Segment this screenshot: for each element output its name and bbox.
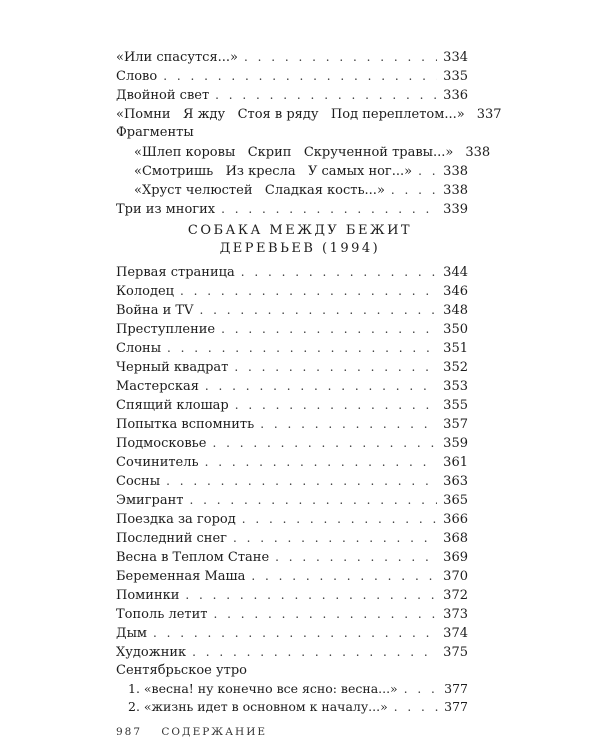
section-title-line2: ДЕРЕВЬЕВ (1994) (219, 241, 381, 256)
entry-page: 375 (437, 644, 468, 662)
leader-dots (213, 605, 437, 623)
leader-dots (192, 643, 437, 661)
entry-title: «Смотришь Из кресла У самых ног...» (134, 163, 418, 181)
toc-entry[interactable] (116, 48, 468, 67)
leader-dots (242, 510, 437, 528)
toc-entry[interactable] (116, 263, 468, 282)
entry-page: 339 (437, 201, 468, 219)
entry-page: 334 (437, 49, 468, 67)
entry-title: Черный квадрат (116, 359, 234, 377)
entry-title: «Шлеп коровы Скрип Скрученной травы...» (134, 144, 459, 162)
entry-page: 357 (437, 416, 468, 434)
toc-entry[interactable] (116, 377, 468, 396)
toc-entry[interactable] (116, 567, 468, 586)
toc-entry[interactable] (116, 453, 468, 472)
leader-dots (215, 86, 437, 104)
leader-dots (260, 415, 437, 433)
entry-title: Война и TV (116, 302, 199, 320)
toc-entry[interactable] (116, 415, 468, 434)
toc-entry[interactable] (116, 67, 468, 86)
entry-page: 344 (437, 264, 468, 282)
toc-entry[interactable] (116, 105, 502, 124)
entry-title: Поездка за город (116, 511, 242, 529)
leader-dots (199, 301, 437, 319)
entry-page: 373 (437, 606, 468, 624)
leader-dots (221, 200, 437, 218)
leader-dots (180, 282, 437, 300)
entry-page: 336 (437, 87, 468, 105)
entry-page: 377 (438, 680, 468, 698)
entry-page: 366 (437, 511, 468, 529)
entry-page: 361 (437, 454, 468, 472)
entry-title: 2. «жизнь идет в основном к началу...» (128, 698, 394, 716)
entry-page: 338 (437, 163, 468, 181)
september-heading: Сентябрьское утро (116, 663, 247, 678)
toc-entry[interactable] (116, 548, 468, 567)
toc-entry[interactable] (116, 529, 468, 548)
entry-title: Беременная Маша (116, 568, 251, 586)
section-title-line1: СОБАКА МЕЖДУ БЕЖИТ (187, 223, 413, 238)
toc-subentry[interactable] (128, 698, 468, 716)
entry-page: 337 (471, 106, 502, 124)
entry-title: «Помни Я жду Стоя в ряду Под переплетом...» (116, 106, 471, 124)
entry-title: Поминки (116, 587, 185, 605)
entry-title: Последний снег (116, 530, 233, 548)
toc-entry[interactable] (116, 200, 468, 219)
entry-title: Сочинитель (116, 454, 205, 472)
toc-entry[interactable] (116, 510, 468, 529)
toc-entry[interactable] (116, 643, 468, 662)
footer-page-number: 987 (116, 726, 143, 738)
toc-entry[interactable] (116, 282, 468, 301)
leader-dots (234, 358, 437, 376)
entry-title: Художник (116, 644, 192, 662)
entry-title: Слово (116, 68, 163, 86)
leader-dots (251, 567, 437, 585)
toc-entry[interactable] (116, 491, 468, 510)
toc-entry[interactable] (116, 396, 468, 415)
entry-page: 370 (437, 568, 468, 586)
entry-page: 372 (437, 587, 468, 605)
entry-page: 338 (437, 182, 468, 200)
entry-title: Преступление (116, 321, 221, 339)
leader-dots (212, 434, 437, 452)
entry-title: 1. «весна! ну конечно все ясно: весна...» (128, 680, 404, 698)
toc-entry[interactable] (116, 434, 468, 453)
entry-page: 374 (437, 625, 468, 643)
entry-page: 368 (437, 530, 468, 548)
entry-page: 348 (437, 302, 468, 320)
entry-title: Двойной свет (116, 87, 215, 105)
footer-label: СОДЕРЖАНИЕ (161, 726, 268, 738)
entry-title: «Хруст челюстей Сладкая кость...» (134, 182, 391, 200)
entry-page: 377 (438, 698, 468, 716)
toc-entry[interactable] (116, 320, 468, 339)
entry-page: 351 (437, 340, 468, 358)
toc-entry[interactable] (116, 301, 468, 320)
entry-page: 338 (459, 144, 490, 162)
leader-dots (235, 396, 437, 414)
leader-dots (404, 680, 438, 698)
leader-dots (185, 586, 437, 604)
entry-title: Первая страница (116, 264, 241, 282)
leader-dots (166, 472, 437, 490)
leader-dots (233, 529, 437, 547)
leader-dots (418, 162, 437, 180)
toc-entry[interactable] (116, 472, 468, 491)
toc-subentry[interactable] (134, 143, 491, 162)
entry-title: Подмосковье (116, 435, 212, 453)
entry-page: 353 (437, 378, 468, 396)
toc-subentry[interactable] (128, 680, 468, 698)
leader-dots (205, 453, 438, 471)
leader-dots (394, 698, 438, 716)
entry-page: 359 (437, 435, 468, 453)
entry-page: 363 (437, 473, 468, 491)
entry-title: Дым (116, 625, 153, 643)
entry-title: Мастерская (116, 378, 205, 396)
entry-title: Три из многих (116, 201, 221, 219)
entry-page: 335 (437, 68, 468, 86)
leader-dots (244, 48, 437, 66)
leader-dots (189, 491, 437, 509)
toc-entry[interactable] (116, 339, 468, 358)
entry-page: 365 (437, 492, 468, 510)
toc-subentry[interactable] (134, 181, 468, 200)
leader-dots (163, 67, 437, 85)
entry-title: Попытка вспомнить (116, 416, 260, 434)
entry-page: 350 (437, 321, 468, 339)
toc-entry[interactable] (116, 605, 468, 624)
entry-title: Колодец (116, 283, 180, 301)
entry-page: 352 (437, 359, 468, 377)
entry-title: Тополь летит (116, 606, 213, 624)
entry-title: Эмигрант (116, 492, 189, 510)
leader-dots (221, 320, 437, 338)
leader-dots (275, 548, 437, 566)
leader-dots (153, 624, 437, 642)
leader-dots (391, 181, 437, 199)
fragments-heading: Фрагменты (116, 125, 194, 140)
entry-title: Весна в Теплом Стане (116, 549, 275, 567)
toc-entry[interactable] (116, 624, 468, 643)
entry-title: Слоны (116, 340, 167, 358)
entry-title: Спящий клошар (116, 397, 235, 415)
page-footer (116, 726, 281, 738)
entry-title: Сосны (116, 473, 166, 491)
leader-dots (241, 263, 437, 281)
entry-title: «Или спасутся...» (116, 49, 244, 67)
toc-entry[interactable] (116, 586, 468, 605)
entry-page: 346 (437, 283, 468, 301)
toc-entry[interactable] (116, 86, 468, 105)
entry-page: 369 (437, 549, 468, 567)
leader-dots (205, 377, 437, 395)
toc-subentry[interactable] (134, 162, 468, 181)
toc-entry[interactable] (116, 358, 468, 377)
entry-page: 355 (437, 397, 468, 415)
leader-dots (167, 339, 437, 357)
